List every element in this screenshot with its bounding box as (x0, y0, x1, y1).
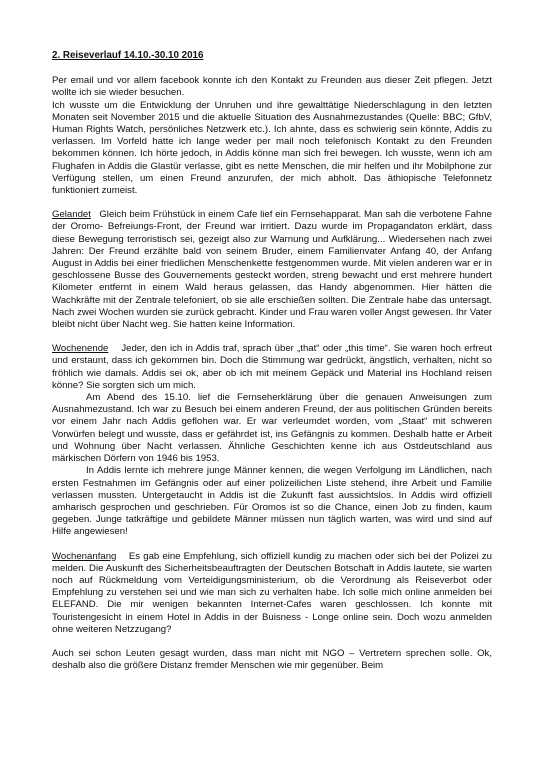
wochenende-text: Jeder, den ich in Addis traf, sprach über „that“ oder „this time“. Sie waren hoch erfreut und erstaunt, dass ich gekommen bin. Doch die Stimmung war gedrückt, ängstlich, verhalten, nicht so fröhlich wie damals. Addis sei ok, aber ob ich mit meinem Gepäck und Material ins Hochland reisen könne? Sie sorgten sich um mich. (52, 343, 492, 391)
wochenanfang-paragraph (52, 551, 492, 636)
addis-paragraph: In Addis lernte ich mehrere junge Männer kennen, die wegen Verfolgung im Ländlichen, nach ersten Festnahmen im Gefängnis oder auf einer polizeilichen Liste stehend, ihre Arbeit und Familie verlassen mussten. Untergetaucht in Addis ist die Zukunft fast aussichtslos. In Addis wird offiziell amharisch gesprochen und geschrieben. Für Oromos ist so die Chance, einen Job zu finden, kaum gegeben. Junge tatkräftige und gebildete Männer müssen nun täglich warten, was wird und sind auf Hilfe angewiesen! (52, 465, 492, 538)
closing-paragraph: Auch sei schon Leuten gesagt wurden, dass man nicht mit NGO – Vertretern sprechen solle. Ok, deshalb also die größere Distanz fremder Menschen wie mir gegenüber. Beim (52, 647, 492, 672)
wochenanfang-label: Wochenanfang (52, 550, 117, 562)
wochenanfang-text: Es gab eine Empfehlung, sich offiziell kundig zu machen oder sich bei der Polizei zu melden. Die Auskunft des Sicherheitsbeauftragten der Deutschen Botschaft in Addis lautete, sie warten noch auf Rückmeldung vom Verteidigungsministerium, ob die Verordnung als Reiseverbot oder Empfehlung zu verstehen sei und wie man sich zu verhalten habe. Ich solle mich online anmelden bei ELEFAND. Die mir wenigen bekannten Internet-Cafes waren geschlossen. Ich konnte mit Touristengesicht in einem Hotel in Addis in der Buisness - Longe online sein. Doch wozu anmelden ohne weiteren Netzzugang? (52, 550, 492, 635)
wochenende-label: Wochenende (52, 343, 109, 355)
wochenende-paragraph (52, 343, 492, 392)
document-page (52, 50, 492, 672)
gelandet-paragraph (52, 209, 492, 331)
gelandet-text: Gleich beim Frühstück in einem Cafe lief ein Fernsehapparat. Man sah die verbotene Fahne der Oromo- Befreiungs-Front, der Freund war irritiert. Dazu wurde im Propagandaton erklärt, dass diese Bewegung terroristisch sei, gezeigt also zur Warnung und Aufklärung... Wiedersehen nach zwei Jahren: Der Freund erzählte bald von seinem Bruder, einem Familienvater Anfang 40, der Anfang August in Addis bei einer friedlichen Menschenkette festgenommen wurde. Mit vielen anderen war er in geschlossene Busse des Gouvernements gesteckt worden, streng bewacht und erst mehrere hundert Kilometer entfernt in einem Wald heraus gelassen, das Handy abgenommen. Hier hätten die Wachkräfte mit der Zentrale telefoniert, ob sie alle erschießen sollten. Die Zentrale habe das untersagt. Nach zwei Wochen wurden sie zurück gebracht. Kinder und Frau waren voller Angst gewesen. Ihr Vater bleibt nicht über Nacht weg. Sie hatten keine Information. (52, 209, 492, 331)
context-paragraph: Ich wusste um die Entwicklung der Unruhen und ihre gewalttätige Niederschlagung in den letzten Monaten seit November 2015 und die aktuelle Situation des Ausnahmezustandes (Quelle: BBC; GfbV, Human Rights Watch, persönliches Netzwerk etc.). Ich ahnte, dass es schwierig sein könnte, Addis zu verlassen. Im Vorfeld hatte ich lange weder per mail noch telefonisch Kontakt zu den Freunden bekommen können. Ich hörte jedoch, in Addis könne man sich frei bewegen. Ich wusste, wenn ich am Flughafen in Addis die Glastür verlasse, gibt es nette Menschen, die mir helfen und ihr Mobilphone zur Verfügung stellen, um einen Freund anzurufen, der mich abholt. Das äthiopische Telefonnetz funktioniert zumeist. (52, 99, 492, 197)
section-heading: 2. Reiseverlauf 14.10.-30.10 2016 (52, 50, 204, 61)
abend-paragraph: Am Abend des 15.10. lief die Fernseherklärung über die genauen Anweisungen zum Ausnahmezustand. Ich war zu Besuch bei einem anderen Freund, der aus politischen Gründen bereits vor einem Jahr nach Addis geflohen war. Er war verleumdet worden, vom „Staat“ mit schweren Vorwürfen belegt und wusste, dass er gefährdet ist, ins Gefängnis zu kommen. Deshalb hatte er Arbeit und Wohnung über Nacht verlassen. Ähnliche Geschichten kenne ich aus Ostdeutschland aus märkischen Dörfern von 1946 bis 1953. (52, 392, 492, 465)
intro-paragraph: Per email und vor allem facebook konnte ich den Kontakt zu Freunden aus dieser Zeit pflegen. Jetzt wollte ich sie wieder besuchen. (52, 75, 492, 99)
gelandet-label: Gelandet (52, 209, 91, 221)
